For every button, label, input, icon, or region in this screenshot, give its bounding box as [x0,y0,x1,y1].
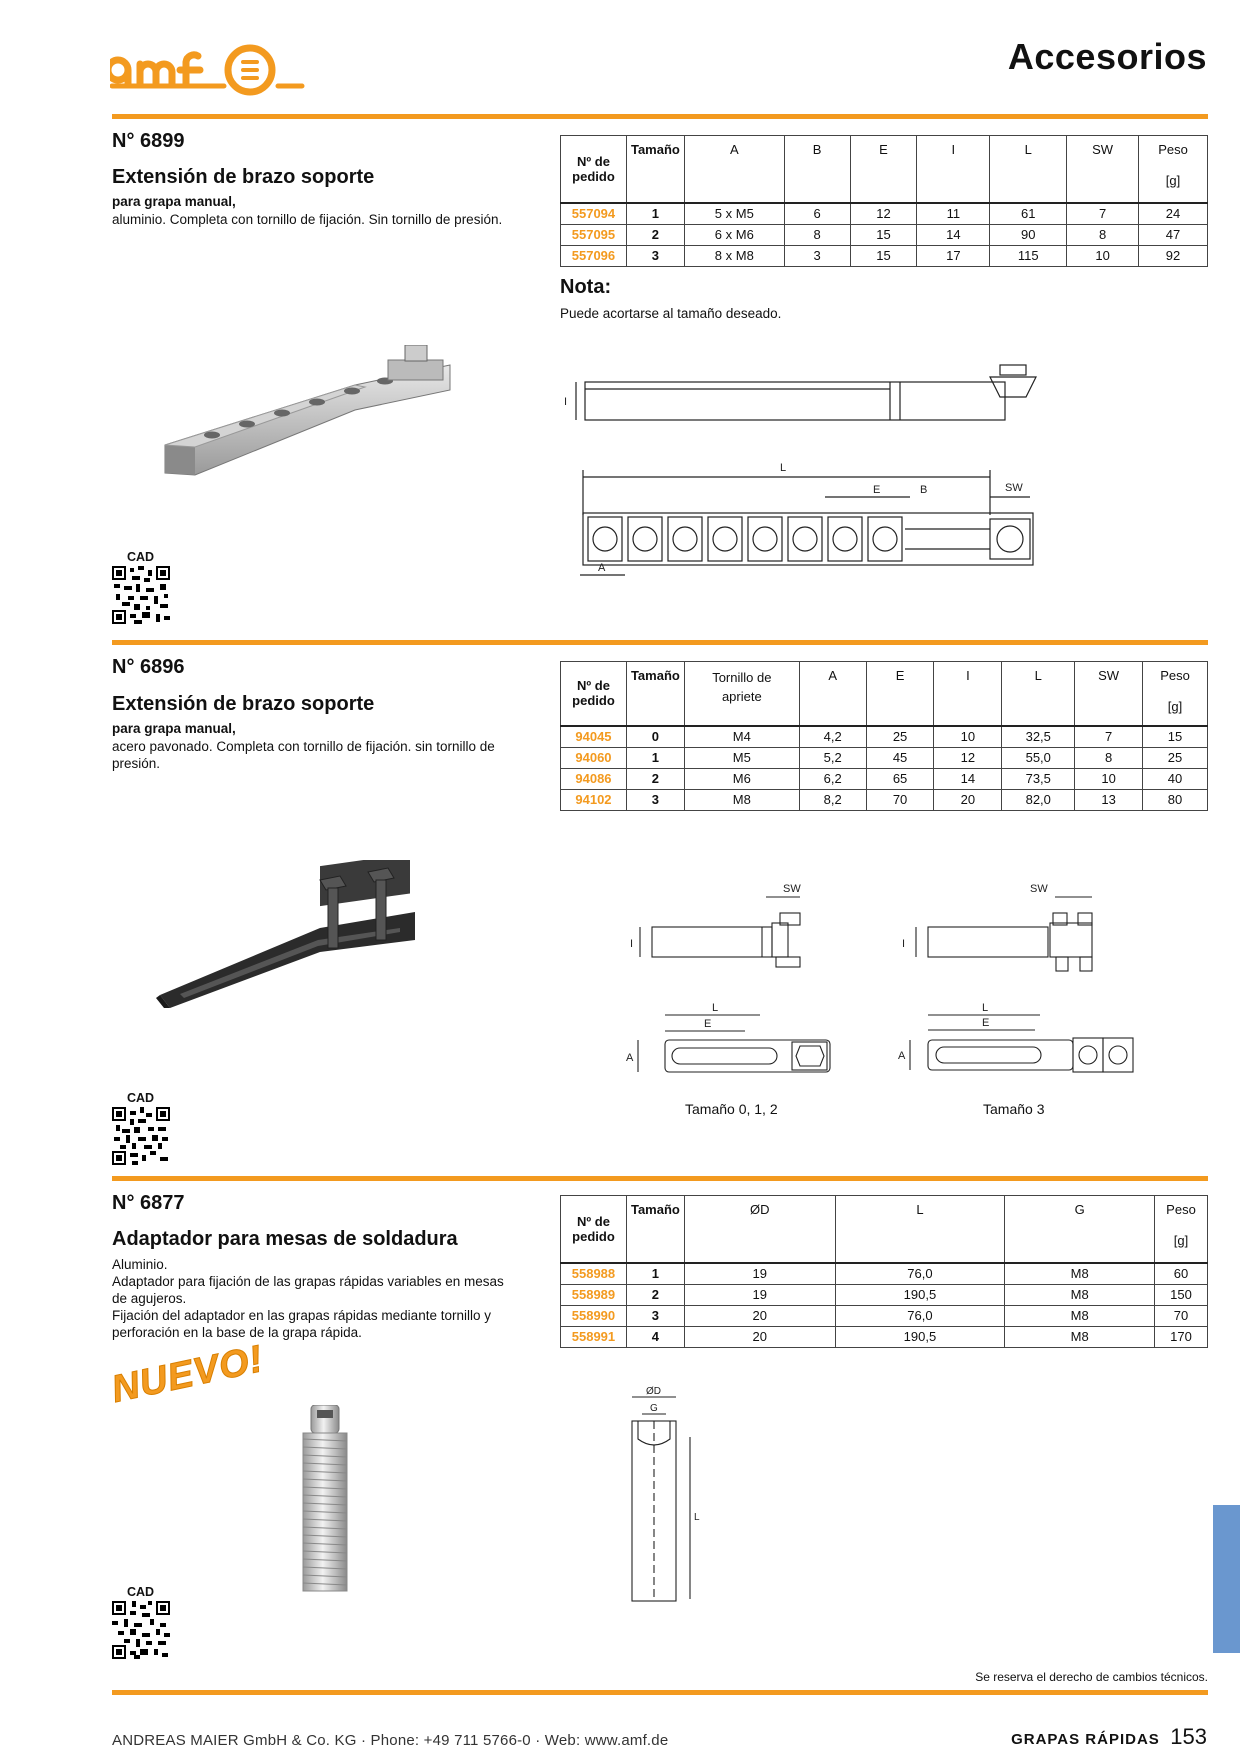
cad-label-6877: CAD [127,1585,155,1599]
size-cell: 0 [626,726,684,748]
cell: 10 [1075,768,1143,789]
size-cell: 1 [626,203,684,225]
drawing-6877 [610,1385,710,1615]
col-header-diameter: ØD [684,1196,835,1263]
cell: 20 [684,1305,835,1326]
cell: 70 [866,789,934,810]
section-6896-number: N° 6896 [112,656,185,678]
table-row [561,1284,1208,1305]
drawing-6896-small [620,875,850,1105]
cell: 6,2 [799,768,866,789]
cell: 10 [1067,245,1139,266]
table-row [561,726,1208,748]
cell: M8 [1005,1284,1155,1305]
dim-d: ØD [646,1386,661,1397]
footer-rule [112,1690,1208,1695]
dim-sw: SW [783,883,801,895]
cell: 190,5 [835,1284,1005,1305]
col-header-order: Nº de pedido [561,1196,627,1263]
table-row [561,789,1208,810]
cell: M4 [684,726,799,748]
dim-l: L [712,1002,719,1014]
cell: 40 [1143,768,1208,789]
col-header-l: L [1002,662,1075,726]
order-number: 558991 [561,1326,627,1347]
col-header-order: Nº de pedido [561,662,627,726]
order-number: 558988 [561,1263,627,1285]
cell: 17 [917,245,990,266]
cell: 150 [1155,1284,1208,1305]
cell: 15 [850,224,917,245]
cell: 92 [1139,245,1208,266]
section-rule [112,1176,1208,1181]
size-cell: 1 [626,1263,684,1285]
section-6877-title: Adaptador para mesas de soldadura [112,1228,458,1250]
product-image-6899 [160,345,460,495]
description-line: Aluminio. [112,1257,168,1272]
size-cell: 2 [626,224,684,245]
cell: 82,0 [1002,789,1075,810]
new-badge [108,1338,267,1412]
col-header-sw: SW [1075,662,1143,726]
table-row [561,747,1208,768]
col-header-b: B [784,136,850,203]
cell: 8 [1067,224,1139,245]
col-header-g: G [1005,1196,1155,1263]
col-header-weight: Peso [g] [1155,1196,1208,1263]
size-cell: 4 [626,1326,684,1347]
cell: 10 [934,726,1002,748]
order-number: 94060 [561,747,627,768]
amf-logo [110,40,305,100]
note-heading: Nota: [560,276,612,298]
cell: 32,5 [1002,726,1075,748]
cell: 45 [866,747,934,768]
cell: 19 [684,1284,835,1305]
section-6896-subtitle: para grapa manual, [112,721,236,736]
cell: 5 x M5 [684,203,784,225]
cell: 14 [917,224,990,245]
dim-a: A [598,562,606,574]
cell: 80 [1143,789,1208,810]
col-header-size: Tamaño [626,1196,684,1263]
col-header-size: Tamaño [626,662,684,726]
dim-sw: SW [1005,482,1023,494]
dim-i: I [564,396,568,408]
cell: 5,2 [799,747,866,768]
size-cell: 2 [626,1284,684,1305]
dim-l: L [780,462,787,474]
size-cell: 3 [626,245,684,266]
cell: 8 [784,224,850,245]
dim-b: B [920,484,928,496]
cad-label-6896: CAD [127,1091,155,1105]
table-row [561,224,1208,245]
cell: 73,5 [1002,768,1075,789]
cell: 15 [850,245,917,266]
order-number: 94045 [561,726,627,748]
dim-sw: SW [1030,883,1048,895]
table-row [561,245,1208,266]
new-badge-text: NUEVO! [108,1338,268,1412]
qr-code-icon[interactable] [112,1107,170,1165]
dim-e: E [873,484,881,496]
cell: 24 [1139,203,1208,225]
dim-a: A [898,1050,906,1062]
col-header-l: L [835,1196,1005,1263]
page-info [1011,1724,1207,1750]
cell: 20 [934,789,1002,810]
cell: 12 [934,747,1002,768]
table-row [561,1305,1208,1326]
order-number: 558989 [561,1284,627,1305]
footer-note: Se reserva el derecho de cambios técnicos. [975,1670,1208,1684]
cell: 25 [1143,747,1208,768]
caption-size-3: Tamaño 3 [983,1101,1045,1117]
table-6877 [560,1195,1208,1348]
dim-l: L [694,1512,700,1523]
chapter-tab [1213,1505,1240,1653]
cell: 8 [1075,747,1143,768]
cell: 70 [1155,1305,1208,1326]
cell: 14 [934,768,1002,789]
dim-i: I [630,938,634,950]
drawing-6899-top [560,455,1060,585]
col-header-i: I [934,662,1002,726]
col-header-i: I [917,136,990,203]
cell: 19 [684,1263,835,1285]
drawing-6899-side [560,355,1060,435]
size-cell: 3 [626,789,684,810]
cell: 12 [850,203,917,225]
col-header-e: E [850,136,917,203]
table-row [561,203,1208,225]
col-header-order: Nº de pedido [561,136,627,203]
cell: 76,0 [835,1263,1005,1285]
cell: 20 [684,1326,835,1347]
dim-a: A [626,1052,634,1064]
size-cell: 2 [626,768,684,789]
cell: 76,0 [835,1305,1005,1326]
section-6899-title: Extensión de brazo soporte [112,166,375,188]
cell: 7 [1067,203,1139,225]
cell: M8 [1005,1263,1155,1285]
section-6896-title: Extensión de brazo soporte [112,693,375,715]
cell: 90 [990,224,1067,245]
cell: 7 [1075,726,1143,748]
order-number: 557095 [561,224,627,245]
order-number: 557096 [561,245,627,266]
cell: M6 [684,768,799,789]
description-line: Adaptador para fijación de las grapas rápidas variables en mesas de agujeros. [112,1274,504,1306]
product-image-6877 [295,1405,355,1595]
section-6896-description: acero pavonado. Completa con tornillo de fijación. sin tornillo de presión. [112,739,495,771]
col-header-weight: Peso [g] [1139,136,1208,203]
cell: 11 [917,203,990,225]
cell: M5 [684,747,799,768]
table-6899 [560,135,1208,267]
cell: 55,0 [1002,747,1075,768]
cell: 170 [1155,1326,1208,1347]
caption-size-0-1-2: Tamaño 0, 1, 2 [685,1101,778,1117]
page-number: 153 [1170,1724,1207,1749]
table-row [561,1263,1208,1285]
cell: 25 [866,726,934,748]
cell: 3 [784,245,850,266]
col-header-a: A [684,136,784,203]
dim-g: G [650,1403,658,1414]
qr-code-icon[interactable] [112,566,170,624]
cell: 6 x M6 [684,224,784,245]
dim-e: E [982,1017,990,1029]
note-text: Puede acortarse al tamaño deseado. [560,306,782,321]
cell: M8 [684,789,799,810]
section-6877-description [112,1256,532,1341]
cell: 190,5 [835,1326,1005,1347]
cell: M8 [1005,1305,1155,1326]
section-6899-number: N° 6899 [112,130,185,152]
table-row [561,1326,1208,1347]
dim-i: I [902,938,906,950]
cell: 8 x M8 [684,245,784,266]
cell: 13 [1075,789,1143,810]
description-line: Fijación del adaptador en las grapas rápidas mediante tornillo y perforación en la base de la grapa rápida. [112,1308,491,1340]
cad-label-6899: CAD [127,550,155,564]
drawing-6896-large [890,875,1140,1105]
cell: 8,2 [799,789,866,810]
dim-l: L [982,1002,989,1014]
order-number: 94102 [561,789,627,810]
col-header-screw: Tornillo de apriete [684,662,799,726]
company-info: ANDREAS MAIER GmbH & Co. KG · Phone: +49 711 5766-0 · Web: www.amf.de [112,1732,669,1749]
col-header-size: Tamaño [626,136,684,203]
cell: 4,2 [799,726,866,748]
section-6899-description: aluminio. Completa con tornillo de fijación. Sin tornillo de presión. [112,212,503,227]
header-rule [112,114,1208,119]
qr-code-icon[interactable] [112,1601,170,1659]
section-rule [112,640,1208,645]
col-header-weight: Peso [g] [1143,662,1208,726]
cell: 6 [784,203,850,225]
dim-e: E [704,1018,712,1030]
cell: 15 [1143,726,1208,748]
page-title: Accesorios [1007,36,1207,77]
section-6877-number: N° 6877 [112,1192,185,1214]
size-cell: 1 [626,747,684,768]
col-header-a: A [799,662,866,726]
order-number: 558990 [561,1305,627,1326]
section-6899-subtitle: para grapa manual, [112,194,236,209]
table-6896 [560,661,1208,811]
section-name: GRAPAS RÁPIDAS [1011,1731,1160,1748]
cell: 115 [990,245,1067,266]
col-header-l: L [990,136,1067,203]
product-image-6896 [150,860,430,1010]
cell: M8 [1005,1326,1155,1347]
col-header-sw: SW [1067,136,1139,203]
col-header-e: E [866,662,934,726]
size-cell: 3 [626,1305,684,1326]
cell: 65 [866,768,934,789]
order-number: 557094 [561,203,627,225]
order-number: 94086 [561,768,627,789]
table-row [561,768,1208,789]
cell: 61 [990,203,1067,225]
cell: 47 [1139,224,1208,245]
cell: 60 [1155,1263,1208,1285]
